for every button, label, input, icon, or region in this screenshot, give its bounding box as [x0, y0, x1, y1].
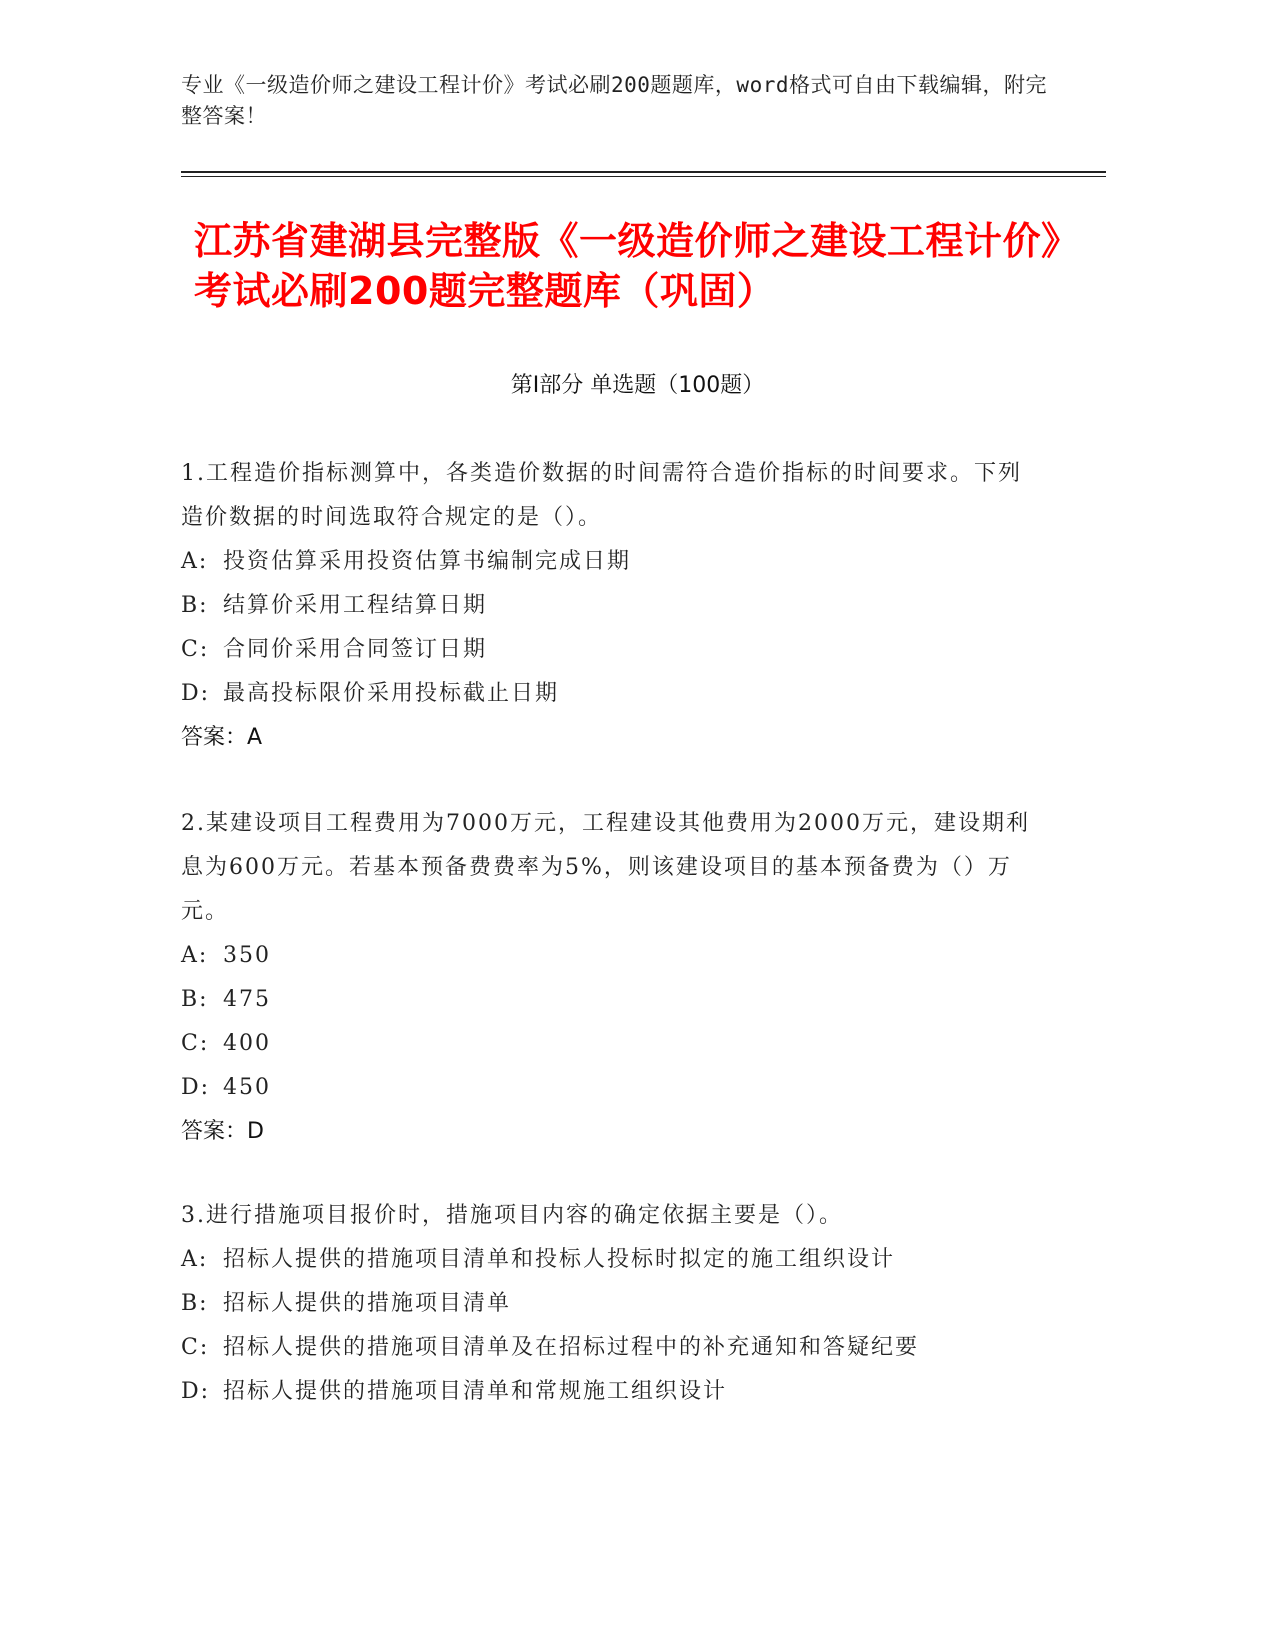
option-d — [181, 672, 1031, 716]
option-c — [181, 628, 1031, 672]
question-1 — [181, 452, 1031, 760]
option-key: D: — [181, 1075, 211, 1100]
option-a — [181, 934, 1031, 978]
option-key: B: — [181, 593, 209, 618]
option-text: 450 — [223, 1075, 271, 1100]
question-stem: 1.工程造价指标测算中，各类造价数据的时间需符合造价指标的时间要求。下列造价数据的时间选取符合规定的是（）。 — [181, 461, 1022, 530]
option-a — [181, 540, 1031, 584]
option-text: 投资估算采用投资估算书编制完成日期 — [223, 549, 632, 574]
option-text: 招标人提供的措施项目清单及在招标过程中的补充通知和答疑纪要 — [223, 1335, 920, 1360]
option-key: D: — [181, 681, 211, 706]
option-key: A: — [181, 943, 209, 968]
option-key: C: — [181, 1335, 210, 1360]
document-title: 江苏省建湖县完整版《一级造价师之建设工程计价》考试必刷200题完整题库（巩固） — [194, 219, 1061, 313]
option-b — [181, 584, 1031, 628]
option-text: 招标人提供的措施项目清单和常规施工组织设计 — [223, 1379, 728, 1404]
question-3 — [181, 1194, 1031, 1414]
option-text: 最高投标限价采用投标截止日期 — [223, 681, 560, 706]
option-d — [181, 1370, 1031, 1414]
header-note: 专业《一级造价师之建设工程计价》考试必刷200题题库，word格式可自由下载编辑，附完整答案！ — [181, 73, 1047, 128]
option-b — [181, 1282, 1031, 1326]
question-stem: 3.进行措施项目报价时，措施项目内容的确定依据主要是（）。 — [181, 1203, 843, 1228]
header-divider-thin — [181, 176, 1106, 177]
answer-line: 答案：D — [181, 1119, 264, 1144]
option-text: 475 — [223, 987, 271, 1012]
option-d — [181, 1066, 1031, 1110]
option-key: A: — [181, 1247, 209, 1272]
option-c — [181, 1326, 1031, 1370]
option-key: A: — [181, 549, 209, 574]
question-stem: 2.某建设项目工程费用为7000万元，工程建设其他费用为2000万元，建设期利息为600万元。若基本预备费费率为5%，则该建设项目的基本预备费为（）万元。 — [181, 811, 1030, 924]
section-title: 第Ⅰ部分 单选题（100题） — [510, 373, 765, 398]
option-text: 合同价采用合同签订日期 — [223, 637, 488, 662]
option-key: B: — [181, 1291, 209, 1316]
option-key: C: — [181, 637, 210, 662]
option-key: B: — [181, 987, 209, 1012]
option-key: C: — [181, 1031, 210, 1056]
answer-line: 答案：A — [181, 725, 263, 750]
option-text: 招标人提供的措施项目清单 — [223, 1291, 512, 1316]
option-key: D: — [181, 1379, 211, 1404]
option-b — [181, 978, 1031, 1022]
option-text: 400 — [223, 1031, 271, 1056]
option-a — [181, 1238, 1031, 1282]
option-text: 招标人提供的措施项目清单和投标人投标时拟定的施工组织设计 — [223, 1247, 896, 1272]
question-2 — [181, 802, 1031, 1154]
option-text: 结算价采用工程结算日期 — [223, 593, 488, 618]
option-c — [181, 1022, 1031, 1066]
option-text: 350 — [223, 943, 271, 968]
header-divider-thick — [181, 171, 1106, 173]
